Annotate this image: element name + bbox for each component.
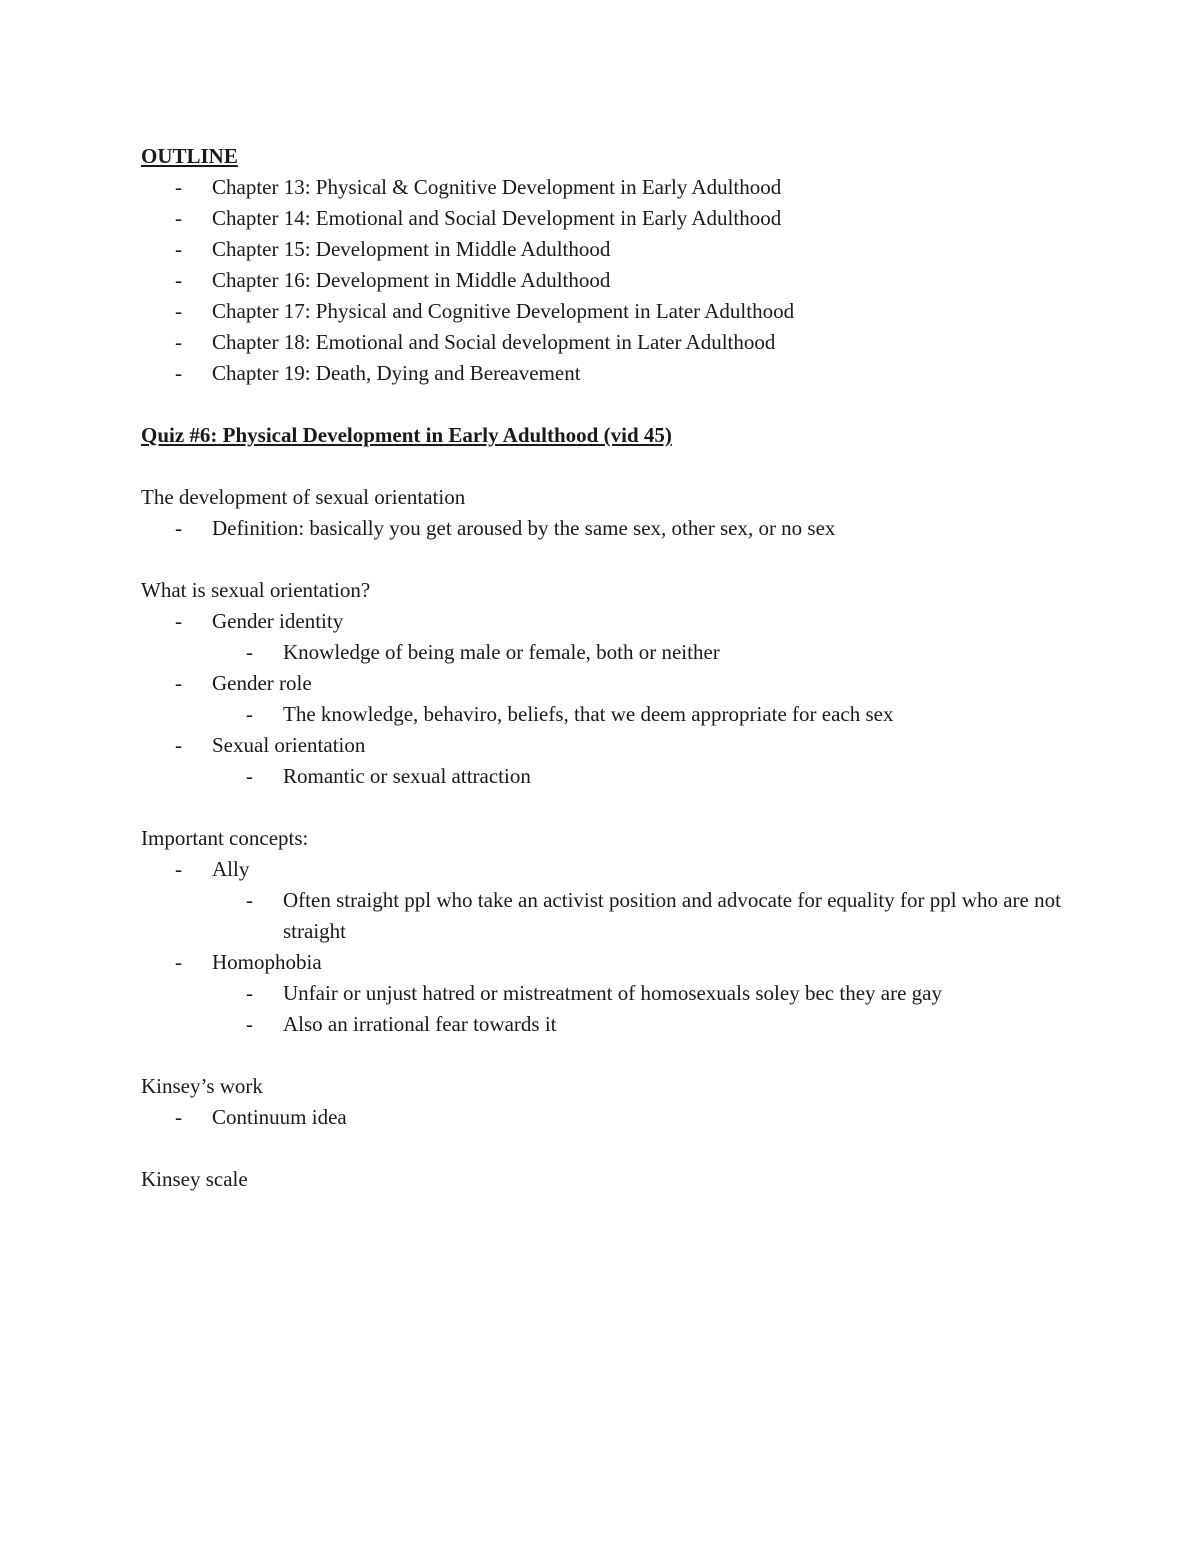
document-page bbox=[141, 141, 1071, 1195]
dash-bullet: - bbox=[175, 857, 182, 881]
list-item: - Chapter 16: Development in Middle Adulthood bbox=[141, 265, 1071, 296]
what-is-list bbox=[141, 606, 1071, 792]
spacer bbox=[141, 544, 1071, 575]
dash-bullet: - bbox=[175, 950, 182, 974]
dash-bullet: - bbox=[246, 888, 253, 912]
list-item: - Ally - Often straight ppl who take an activist position and advocate for equality for ppl who are not straight bbox=[141, 854, 1071, 947]
sub-list bbox=[212, 978, 1071, 1040]
section-title: The development of sexual orientation bbox=[141, 485, 466, 509]
list-item: - Chapter 14: Emotional and Social Development in Early Adulthood bbox=[141, 203, 1071, 234]
list-item: - Chapter 17: Physical and Cognitive Development in Later Adulthood bbox=[141, 296, 1071, 327]
dash-bullet: - bbox=[175, 330, 182, 354]
dash-bullet: - bbox=[175, 299, 182, 323]
spacer bbox=[141, 451, 1071, 482]
quiz-heading: Quiz #6: Physical Development in Early Adulthood (vid 45) bbox=[141, 423, 672, 447]
list-item: - Gender role - The knowledge, behaviro, beliefs, that we deem appropriate for each sex bbox=[141, 668, 1071, 730]
dash-bullet: - bbox=[175, 671, 182, 695]
sub-list-item: - The knowledge, behaviro, beliefs, that we deem appropriate for each sex bbox=[212, 699, 1071, 730]
sub-list-item: - Unfair or unjust hatred or mistreatment of homosexuals soley bec they are gay bbox=[212, 978, 1071, 1009]
section-title: Kinsey scale bbox=[141, 1167, 248, 1191]
sub-list bbox=[212, 761, 1071, 792]
outline-heading: OUTLINE bbox=[141, 144, 238, 168]
dash-bullet: - bbox=[175, 1105, 182, 1129]
list-item: - Chapter 15: Development in Middle Adulthood bbox=[141, 234, 1071, 265]
dash-bullet: - bbox=[175, 733, 182, 757]
dash-bullet: - bbox=[175, 237, 182, 261]
dash-bullet: - bbox=[175, 516, 182, 540]
dash-bullet: - bbox=[246, 981, 253, 1005]
sub-list bbox=[212, 637, 1071, 668]
list-item: - Sexual orientation - Romantic or sexual attraction bbox=[141, 730, 1071, 792]
concepts-list bbox=[141, 854, 1071, 1040]
spacer bbox=[141, 1040, 1071, 1071]
dash-bullet: - bbox=[175, 175, 182, 199]
sub-list-item: - Often straight ppl who take an activist position and advocate for equality for ppl who are not straight bbox=[212, 885, 1071, 947]
sub-list-item: - Romantic or sexual attraction bbox=[212, 761, 1071, 792]
list-item: - Definition: basically you get aroused by the same sex, other sex, or no sex bbox=[141, 513, 1071, 544]
list-item: - Homophobia - Unfair or unjust hatred or mistreatment of homosexuals soley bec they are gay - Also an irrational fear towards it bbox=[141, 947, 1071, 1040]
dash-bullet: - bbox=[175, 609, 182, 633]
section-title: Kinsey’s work bbox=[141, 1074, 263, 1098]
dash-bullet: - bbox=[246, 640, 253, 664]
spacer bbox=[141, 1133, 1071, 1164]
dash-bullet: - bbox=[246, 764, 253, 788]
dash-bullet: - bbox=[175, 206, 182, 230]
section-title: Important concepts: bbox=[141, 826, 309, 850]
list-item: - Gender identity - Knowledge of being male or female, both or neither bbox=[141, 606, 1071, 668]
kinsey-work-list bbox=[141, 1102, 1071, 1133]
spacer bbox=[141, 792, 1071, 823]
dash-bullet: - bbox=[246, 1012, 253, 1036]
dash-bullet: - bbox=[175, 268, 182, 292]
definition-list bbox=[141, 513, 1071, 544]
list-item: - Chapter 13: Physical & Cognitive Development in Early Adulthood bbox=[141, 172, 1071, 203]
outline-list bbox=[141, 172, 1071, 389]
spacer bbox=[141, 389, 1071, 420]
sub-list-item: - Knowledge of being male or female, both or neither bbox=[212, 637, 1071, 668]
dash-bullet: - bbox=[246, 702, 253, 726]
list-item: - Chapter 18: Emotional and Social development in Later Adulthood bbox=[141, 327, 1071, 358]
section-title: What is sexual orientation? bbox=[141, 578, 371, 602]
dash-bullet: - bbox=[175, 361, 182, 385]
list-item: - Chapter 19: Death, Dying and Bereavement bbox=[141, 358, 1071, 389]
sub-list-item: - Also an irrational fear towards it bbox=[212, 1009, 1071, 1040]
sub-list bbox=[212, 699, 1071, 730]
list-item: - Continuum idea bbox=[141, 1102, 1071, 1133]
sub-list bbox=[212, 885, 1071, 947]
